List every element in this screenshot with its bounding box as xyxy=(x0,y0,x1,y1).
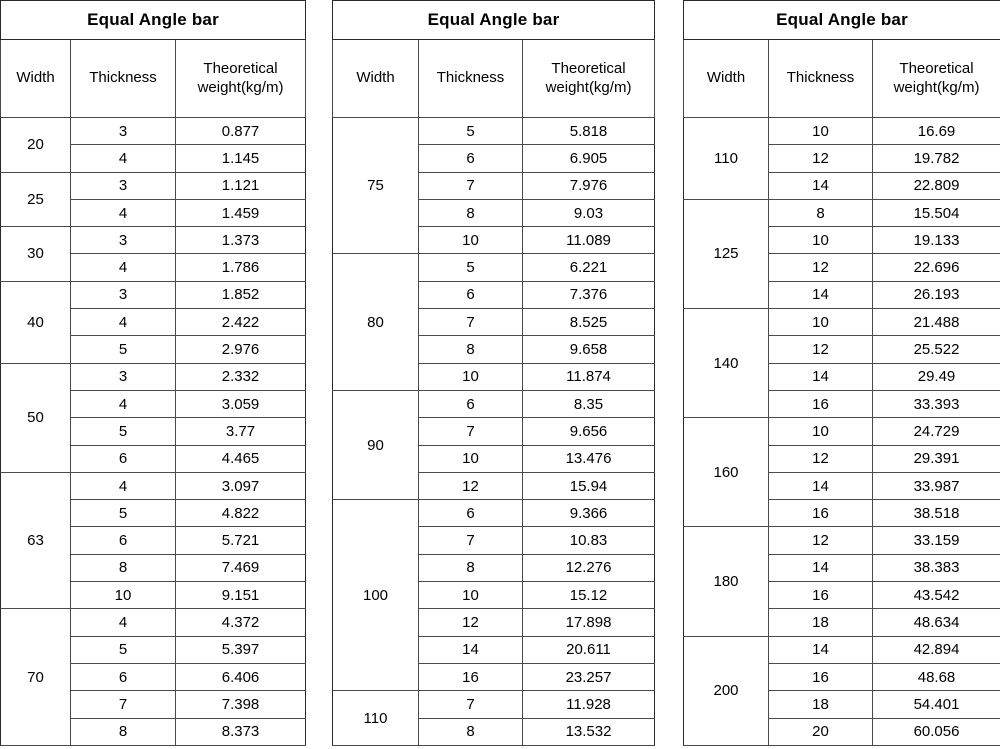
cell-width: 100 xyxy=(333,500,419,691)
cell-weight: 42.894 xyxy=(873,636,1000,663)
cell-weight: 9.366 xyxy=(523,500,655,527)
cell-thickness: 3 xyxy=(71,118,176,145)
cell-weight: 20.611 xyxy=(523,636,655,663)
cell-weight: 29.49 xyxy=(873,363,1000,390)
table-row xyxy=(1,609,306,636)
cell-thickness: 8 xyxy=(71,554,176,581)
column-header-weight-line2: weight(kg/m) xyxy=(197,78,284,96)
cell-weight: 3.097 xyxy=(176,472,306,499)
table-row xyxy=(1,172,306,199)
cell-weight: 21.488 xyxy=(873,309,1000,336)
cell-weight: 17.898 xyxy=(523,609,655,636)
cell-weight: 2.332 xyxy=(176,363,306,390)
column-header-weight xyxy=(523,40,655,118)
table-row xyxy=(333,390,655,417)
cell-thickness: 4 xyxy=(71,390,176,417)
column-header-width: Width xyxy=(684,40,769,118)
table-header-row xyxy=(333,40,655,118)
angle-bar-table-2 xyxy=(332,0,654,749)
cell-thickness: 16 xyxy=(769,582,873,609)
cell-weight: 38.518 xyxy=(873,500,1000,527)
table-row xyxy=(684,636,1000,663)
cell-thickness: 5 xyxy=(71,336,176,363)
cell-thickness: 8 xyxy=(419,554,523,581)
cell-weight: 15.504 xyxy=(873,199,1000,226)
cell-thickness: 12 xyxy=(769,336,873,363)
table-row xyxy=(333,500,655,527)
cell-thickness: 14 xyxy=(769,281,873,308)
cell-weight: 9.656 xyxy=(523,418,655,445)
table-body xyxy=(684,1,1000,746)
cell-width: 125 xyxy=(684,199,769,308)
cell-weight: 19.133 xyxy=(873,227,1000,254)
column-header-width: Width xyxy=(333,40,419,118)
cell-thickness: 14 xyxy=(769,636,873,663)
table-row xyxy=(333,118,655,145)
cell-thickness: 10 xyxy=(419,363,523,390)
cell-weight: 22.809 xyxy=(873,172,1000,199)
cell-weight: 13.532 xyxy=(523,718,655,745)
cell-thickness: 8 xyxy=(71,718,176,745)
cell-thickness: 16 xyxy=(769,390,873,417)
column-header-thickness: Thickness xyxy=(769,40,873,118)
table-title-row xyxy=(1,1,306,40)
cell-thickness: 12 xyxy=(419,472,523,499)
cell-weight: 4.372 xyxy=(176,609,306,636)
table-body xyxy=(1,1,306,746)
column-header-weight-line2: weight(kg/m) xyxy=(893,78,980,96)
cell-weight: 9.03 xyxy=(523,199,655,226)
cell-weight: 2.422 xyxy=(176,309,306,336)
table-title: Equal Angle bar xyxy=(1,1,306,40)
cell-weight: 23.257 xyxy=(523,663,655,690)
cell-width: 40 xyxy=(1,281,71,363)
cell-weight: 4.465 xyxy=(176,445,306,472)
cell-weight: 9.151 xyxy=(176,582,306,609)
column-header-width: Width xyxy=(1,40,71,118)
cell-weight: 48.68 xyxy=(873,663,1000,690)
cell-weight: 6.905 xyxy=(523,145,655,172)
table-title: Equal Angle bar xyxy=(684,1,1000,40)
cell-weight: 33.987 xyxy=(873,472,1000,499)
table-row xyxy=(333,254,655,281)
cell-thickness: 5 xyxy=(71,500,176,527)
cell-thickness: 8 xyxy=(419,718,523,745)
table-title-row xyxy=(333,1,655,40)
cell-thickness: 4 xyxy=(71,609,176,636)
angle-bar-table-1 xyxy=(0,0,305,749)
cell-thickness: 5 xyxy=(419,118,523,145)
cell-thickness: 7 xyxy=(419,172,523,199)
cell-width: 160 xyxy=(684,418,769,527)
cell-weight: 5.397 xyxy=(176,636,306,663)
cell-width: 200 xyxy=(684,636,769,745)
cell-thickness: 4 xyxy=(71,145,176,172)
table-title: Equal Angle bar xyxy=(333,1,655,40)
cell-thickness: 20 xyxy=(769,718,873,745)
cell-thickness: 14 xyxy=(769,472,873,499)
cell-thickness: 8 xyxy=(419,199,523,226)
cell-thickness: 12 xyxy=(769,527,873,554)
cell-weight: 7.976 xyxy=(523,172,655,199)
cell-thickness: 4 xyxy=(71,199,176,226)
cell-weight: 1.459 xyxy=(176,199,306,226)
cell-thickness: 8 xyxy=(419,336,523,363)
cell-weight: 8.35 xyxy=(523,390,655,417)
angle-bar-table xyxy=(332,0,655,746)
column-header-thickness: Thickness xyxy=(71,40,176,118)
cell-thickness: 14 xyxy=(769,554,873,581)
column-header-weight xyxy=(873,40,1000,118)
cell-thickness: 6 xyxy=(419,145,523,172)
cell-thickness: 10 xyxy=(71,582,176,609)
cell-thickness: 7 xyxy=(419,418,523,445)
cell-weight: 1.145 xyxy=(176,145,306,172)
cell-weight: 3.77 xyxy=(176,418,306,445)
cell-thickness: 6 xyxy=(419,500,523,527)
cell-thickness: 16 xyxy=(419,663,523,690)
column-header-weight-line1: Theoretical xyxy=(899,59,974,77)
cell-thickness: 12 xyxy=(769,254,873,281)
cell-thickness: 7 xyxy=(419,309,523,336)
cell-weight: 33.393 xyxy=(873,390,1000,417)
table-row xyxy=(684,527,1000,554)
table-row xyxy=(1,472,306,499)
cell-weight: 0.877 xyxy=(176,118,306,145)
cell-thickness: 4 xyxy=(71,309,176,336)
cell-weight: 10.83 xyxy=(523,527,655,554)
cell-thickness: 4 xyxy=(71,254,176,281)
cell-width: 110 xyxy=(333,691,419,746)
cell-thickness: 4 xyxy=(71,472,176,499)
cell-width: 25 xyxy=(1,172,71,227)
cell-thickness: 10 xyxy=(769,118,873,145)
angle-bar-table xyxy=(0,0,306,746)
cell-thickness: 18 xyxy=(769,609,873,636)
cell-weight: 8.525 xyxy=(523,309,655,336)
column-header-thickness: Thickness xyxy=(419,40,523,118)
cell-thickness: 12 xyxy=(769,145,873,172)
cell-thickness: 14 xyxy=(769,363,873,390)
table-title-row xyxy=(684,1,1000,40)
cell-weight: 11.928 xyxy=(523,691,655,718)
column-header-weight xyxy=(176,40,306,118)
cell-thickness: 8 xyxy=(769,199,873,226)
cell-width: 80 xyxy=(333,254,419,390)
cell-thickness: 7 xyxy=(419,527,523,554)
cell-thickness: 5 xyxy=(71,418,176,445)
cell-weight: 11.874 xyxy=(523,363,655,390)
cell-thickness: 10 xyxy=(419,227,523,254)
cell-weight: 25.522 xyxy=(873,336,1000,363)
cell-thickness: 6 xyxy=(71,663,176,690)
cell-thickness: 16 xyxy=(769,663,873,690)
cell-thickness: 7 xyxy=(419,691,523,718)
table-body xyxy=(333,1,655,746)
cell-thickness: 10 xyxy=(419,445,523,472)
cell-weight: 33.159 xyxy=(873,527,1000,554)
cell-weight: 5.818 xyxy=(523,118,655,145)
cell-weight: 15.12 xyxy=(523,582,655,609)
cell-weight: 26.193 xyxy=(873,281,1000,308)
cell-weight: 38.383 xyxy=(873,554,1000,581)
cell-thickness: 6 xyxy=(71,527,176,554)
cell-weight: 1.121 xyxy=(176,172,306,199)
cell-weight: 1.852 xyxy=(176,281,306,308)
cell-width: 90 xyxy=(333,390,419,499)
cell-weight: 8.373 xyxy=(176,718,306,745)
table-row xyxy=(684,199,1000,226)
table-row xyxy=(1,281,306,308)
cell-thickness: 5 xyxy=(419,254,523,281)
cell-thickness: 6 xyxy=(419,281,523,308)
angle-bar-table xyxy=(683,0,1000,746)
table-header-row xyxy=(684,40,1000,118)
cell-weight: 22.696 xyxy=(873,254,1000,281)
cell-weight: 16.69 xyxy=(873,118,1000,145)
cell-weight: 54.401 xyxy=(873,691,1000,718)
cell-width: 110 xyxy=(684,118,769,200)
cell-weight: 29.391 xyxy=(873,445,1000,472)
cell-weight: 6.221 xyxy=(523,254,655,281)
cell-weight: 1.373 xyxy=(176,227,306,254)
table-header-row xyxy=(1,40,306,118)
cell-weight: 6.406 xyxy=(176,663,306,690)
cell-weight: 7.376 xyxy=(523,281,655,308)
cell-weight: 60.056 xyxy=(873,718,1000,745)
cell-weight: 7.398 xyxy=(176,691,306,718)
cell-weight: 1.786 xyxy=(176,254,306,281)
cell-weight: 4.822 xyxy=(176,500,306,527)
cell-thickness: 3 xyxy=(71,363,176,390)
table-row xyxy=(1,363,306,390)
cell-thickness: 3 xyxy=(71,172,176,199)
cell-thickness: 5 xyxy=(71,636,176,663)
cell-thickness: 10 xyxy=(769,418,873,445)
cell-weight: 2.976 xyxy=(176,336,306,363)
cell-thickness: 16 xyxy=(769,500,873,527)
cell-weight: 13.476 xyxy=(523,445,655,472)
table-row xyxy=(333,691,655,718)
cell-thickness: 12 xyxy=(419,609,523,636)
cell-width: 70 xyxy=(1,609,71,746)
cell-weight: 43.542 xyxy=(873,582,1000,609)
cell-thickness: 6 xyxy=(71,445,176,472)
cell-weight: 9.658 xyxy=(523,336,655,363)
cell-width: 63 xyxy=(1,472,71,608)
cell-thickness: 7 xyxy=(71,691,176,718)
cell-weight: 12.276 xyxy=(523,554,655,581)
cell-weight: 15.94 xyxy=(523,472,655,499)
column-header-weight-line1: Theoretical xyxy=(551,59,626,77)
table-row xyxy=(684,309,1000,336)
cell-thickness: 12 xyxy=(769,445,873,472)
cell-weight: 7.469 xyxy=(176,554,306,581)
column-header-weight-line1: Theoretical xyxy=(203,59,278,77)
angle-bar-table-3 xyxy=(683,0,1000,749)
cell-thickness: 14 xyxy=(419,636,523,663)
cell-weight: 19.782 xyxy=(873,145,1000,172)
cell-thickness: 10 xyxy=(419,582,523,609)
cell-thickness: 14 xyxy=(769,172,873,199)
cell-width: 140 xyxy=(684,309,769,418)
cell-thickness: 3 xyxy=(71,227,176,254)
column-header-weight-line2: weight(kg/m) xyxy=(545,78,632,96)
cell-width: 30 xyxy=(1,227,71,282)
table-row xyxy=(684,418,1000,445)
cell-weight: 11.089 xyxy=(523,227,655,254)
table-row xyxy=(684,118,1000,145)
cell-weight: 5.721 xyxy=(176,527,306,554)
cell-thickness: 18 xyxy=(769,691,873,718)
cell-width: 75 xyxy=(333,118,419,254)
cell-width: 180 xyxy=(684,527,769,636)
cell-thickness: 6 xyxy=(419,390,523,417)
cell-thickness: 10 xyxy=(769,309,873,336)
cell-weight: 24.729 xyxy=(873,418,1000,445)
table-row xyxy=(1,227,306,254)
cell-width: 20 xyxy=(1,118,71,173)
cell-thickness: 10 xyxy=(769,227,873,254)
cell-weight: 48.634 xyxy=(873,609,1000,636)
cell-weight: 3.059 xyxy=(176,390,306,417)
cell-width: 50 xyxy=(1,363,71,472)
cell-thickness: 3 xyxy=(71,281,176,308)
table-row xyxy=(1,118,306,145)
